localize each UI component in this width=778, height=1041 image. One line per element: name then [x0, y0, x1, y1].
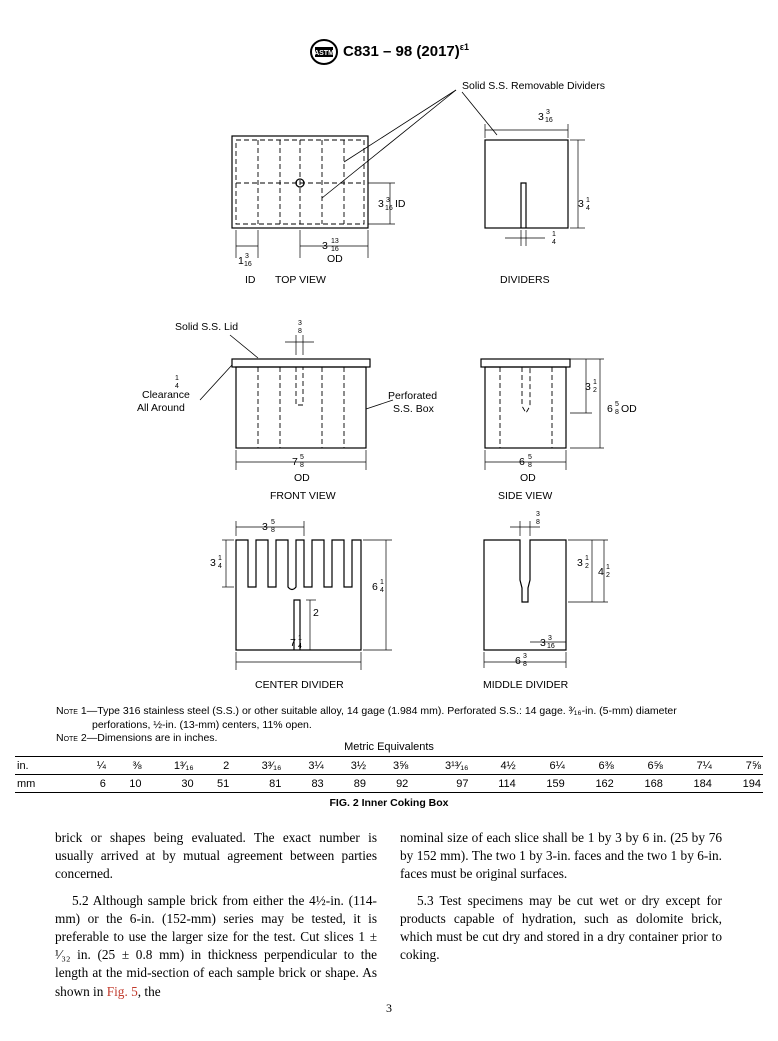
svg-text:1: 1: [552, 231, 556, 238]
svg-text:8: 8: [615, 409, 619, 416]
svg-text:3: 3: [298, 320, 302, 327]
table-cell: 6: [79, 775, 108, 793]
svg-text:2: 2: [585, 563, 589, 570]
label-id: ID: [245, 274, 256, 286]
right-paragraph-1: nominal size of each slice shall be 1 by 3 by 6 in. (25 by 76 by 152 mm). The two 1 by 3-in. faces and the two 1 by 6-in. faces must be original surfaces.: [400, 830, 722, 882]
svg-text:8: 8: [271, 527, 275, 534]
svg-text:4: 4: [380, 587, 384, 594]
table-cell: 1³⁄₁₆: [144, 757, 196, 775]
svg-text:4: 4: [552, 239, 556, 246]
label-perforated: Perforated: [388, 390, 438, 402]
svg-text:3: 3: [386, 197, 390, 204]
figure-caption: FIG. 2 Inner Coking Box: [329, 797, 449, 809]
table-cell: 159: [518, 775, 567, 793]
table-cell: 6⅜: [567, 757, 616, 775]
label-dividers: DIVIDERS: [500, 274, 550, 286]
svg-text:16: 16: [547, 643, 555, 650]
side-lid: [481, 359, 570, 367]
svg-text:3: 3: [523, 653, 527, 660]
svg-text:2: 2: [606, 572, 610, 579]
label-od-front: OD: [294, 472, 310, 484]
svg-text:8: 8: [300, 462, 304, 469]
left-column: [55, 829, 377, 1001]
svg-text:4: 4: [586, 205, 590, 212]
table-cell: 51: [196, 775, 232, 793]
middle-divider-outline: [484, 540, 566, 650]
metric-table: [15, 756, 763, 793]
table-cell: 81: [231, 775, 283, 793]
label-top-view: TOP VIEW: [275, 274, 326, 286]
svg-text:1: 1: [586, 197, 590, 204]
svg-text:4: 4: [218, 563, 222, 570]
page-number: 3: [386, 1001, 392, 1015]
table-cell: 162: [567, 775, 616, 793]
svg-text:13: 13: [331, 238, 339, 245]
table-cell: 194: [714, 775, 763, 793]
label-od-top: OD: [327, 253, 343, 265]
astm-logo-icon: [309, 38, 339, 66]
svg-text:16: 16: [545, 117, 553, 124]
table-cell: 184: [665, 775, 714, 793]
front-box: [236, 367, 366, 448]
table-cell: ⅜: [108, 757, 144, 775]
svg-text:1: 1: [238, 255, 244, 267]
page-header: [0, 38, 778, 68]
label-front-view: FRONT VIEW: [270, 490, 336, 502]
front-lid: [232, 359, 370, 367]
table-cell: 114: [470, 775, 517, 793]
table-cell: 3¼: [283, 757, 325, 775]
table-cell: 6⅝: [616, 757, 665, 775]
table-cell: 3⅝: [368, 757, 410, 775]
svg-text:3: 3: [322, 240, 328, 252]
svg-text:3: 3: [548, 635, 552, 642]
svg-text:7: 7: [292, 456, 298, 468]
table-cell: 168: [616, 775, 665, 793]
svg-text:2: 2: [313, 607, 319, 619]
svg-text:6: 6: [519, 456, 525, 468]
callout-removable-dividers: Solid S.S. Removable Dividers: [462, 80, 605, 92]
table-cell: 83: [283, 775, 325, 793]
table-cell: in.: [15, 757, 79, 775]
label-solid-lid: Solid S.S. Lid: [175, 321, 239, 333]
table-row: [15, 757, 763, 775]
table-cell: 7¼: [665, 757, 714, 775]
label-id-top: ID: [395, 198, 406, 210]
svg-text:3: 3: [585, 381, 591, 393]
table-cell: 6¼: [518, 757, 567, 775]
svg-text:3: 3: [245, 253, 249, 260]
table-cell: 2: [196, 757, 232, 775]
note-1: Note 1—Type 316 stainless steel (S.S.) or other suitable alloy, 14 gage (1.984 mm). Perforated S.S.: 14 gage. ³⁄₁₆-in. (5-mm) diameter: [56, 705, 677, 717]
right-paragraph-2: 5.3 Test specimens may be cut wet or dry except for products capable of hydration, such as dolomite brick, which must be cut dry and stored in a dry container prior to coking.: [400, 892, 722, 963]
table-cell: mm: [15, 775, 79, 793]
label-center-divider: CENTER DIVIDER: [255, 679, 344, 691]
svg-text:5: 5: [615, 401, 619, 408]
svg-text:1: 1: [218, 555, 222, 562]
label-od-side: OD: [520, 472, 536, 484]
svg-text:OD: OD: [621, 403, 637, 415]
table-cell: 3½: [326, 757, 368, 775]
svg-text:3: 3: [577, 557, 583, 569]
svg-text:1: 1: [298, 635, 302, 642]
svg-text:8: 8: [298, 328, 302, 335]
svg-text:3: 3: [540, 637, 546, 649]
table-cell: 30: [144, 775, 196, 793]
right-column: [400, 829, 722, 964]
svg-text:1: 1: [606, 564, 610, 571]
svg-text:2: 2: [593, 387, 597, 394]
svg-text:4: 4: [175, 383, 179, 390]
table-cell: ¼: [79, 757, 108, 775]
svg-text:3: 3: [378, 198, 384, 210]
left-paragraph-1: brick or shapes being evaluated. The exact number is usually arrived at by mutual agreement between parties concerned.: [55, 830, 377, 882]
metric-title: Metric Equivalents: [344, 741, 434, 753]
svg-text:1: 1: [593, 379, 597, 386]
table-row: [15, 775, 763, 793]
center-divider-outline: [236, 540, 361, 650]
svg-text:3: 3: [538, 111, 544, 123]
svg-text:1: 1: [380, 579, 384, 586]
svg-text:3: 3: [210, 557, 216, 569]
table-cell: 3¹³⁄₁₆: [410, 757, 470, 775]
table-cell: 89: [326, 775, 368, 793]
document-designation: C831 – 98 $(2017)^{\varepsilon 1}$: [343, 42, 470, 60]
svg-text:7: 7: [290, 637, 296, 649]
svg-text:5: 5: [300, 454, 304, 461]
svg-text:8: 8: [528, 462, 532, 469]
svg-text:3: 3: [578, 198, 584, 210]
table-cell: 97: [410, 775, 470, 793]
table-cell: 10: [108, 775, 144, 793]
svg-text:1: 1: [585, 555, 589, 562]
svg-text:6: 6: [607, 403, 613, 415]
svg-text:4: 4: [598, 566, 604, 578]
label-side-view: SIDE VIEW: [498, 490, 553, 502]
note-1-cont: perforations, ½-in. (13-mm) centers, 11% open.: [92, 719, 312, 731]
svg-text:3: 3: [546, 109, 550, 116]
note-2: Note 2—Dimensions are in inches.: [56, 732, 218, 744]
svg-text:ASTM: ASTM: [314, 50, 334, 57]
label-all-around: All Around: [137, 402, 185, 414]
side-box: [485, 367, 566, 448]
table-cell: 7⅝: [714, 757, 763, 775]
svg-text:16: 16: [385, 205, 393, 212]
svg-text:1: 1: [175, 375, 179, 382]
svg-text:6: 6: [515, 655, 521, 667]
figure-inner-coking-box: [0, 70, 778, 700]
label-ss-box: S.S. Box: [393, 403, 434, 415]
left-paragraph-2: 5.2 Although sample brick from either the 4½-in. (114-mm) or the 6-in. (152-mm) series may be tested, it is preferable to use the larger size for the test. Cut slices 1 ± ¹⁄₃₂ in. (25 ± 0.8 mm) in thickness perpendicular to the length at the mid-section of each sample brick or shape. As shown in Fig. 5, the: [55, 892, 377, 999]
svg-text:16: 16: [244, 261, 252, 268]
svg-text:4: 4: [298, 643, 302, 650]
table-cell: 92: [368, 775, 410, 793]
fig5-link[interactable]: Fig. 5: [106, 983, 138, 999]
svg-text:8: 8: [536, 519, 540, 526]
svg-text:8: 8: [523, 661, 527, 668]
svg-text:3: 3: [262, 521, 268, 533]
svg-text:5: 5: [528, 454, 532, 461]
label-clearance: Clearance: [142, 389, 190, 401]
svg-text:5: 5: [271, 519, 275, 526]
table-cell: 3³⁄₁₆: [231, 757, 283, 775]
label-middle-divider: MIDDLE DIVIDER: [483, 679, 569, 691]
svg-text:16: 16: [331, 246, 339, 253]
svg-text:3: 3: [536, 511, 540, 518]
table-cell: 4½: [470, 757, 517, 775]
svg-text:6: 6: [372, 581, 378, 593]
